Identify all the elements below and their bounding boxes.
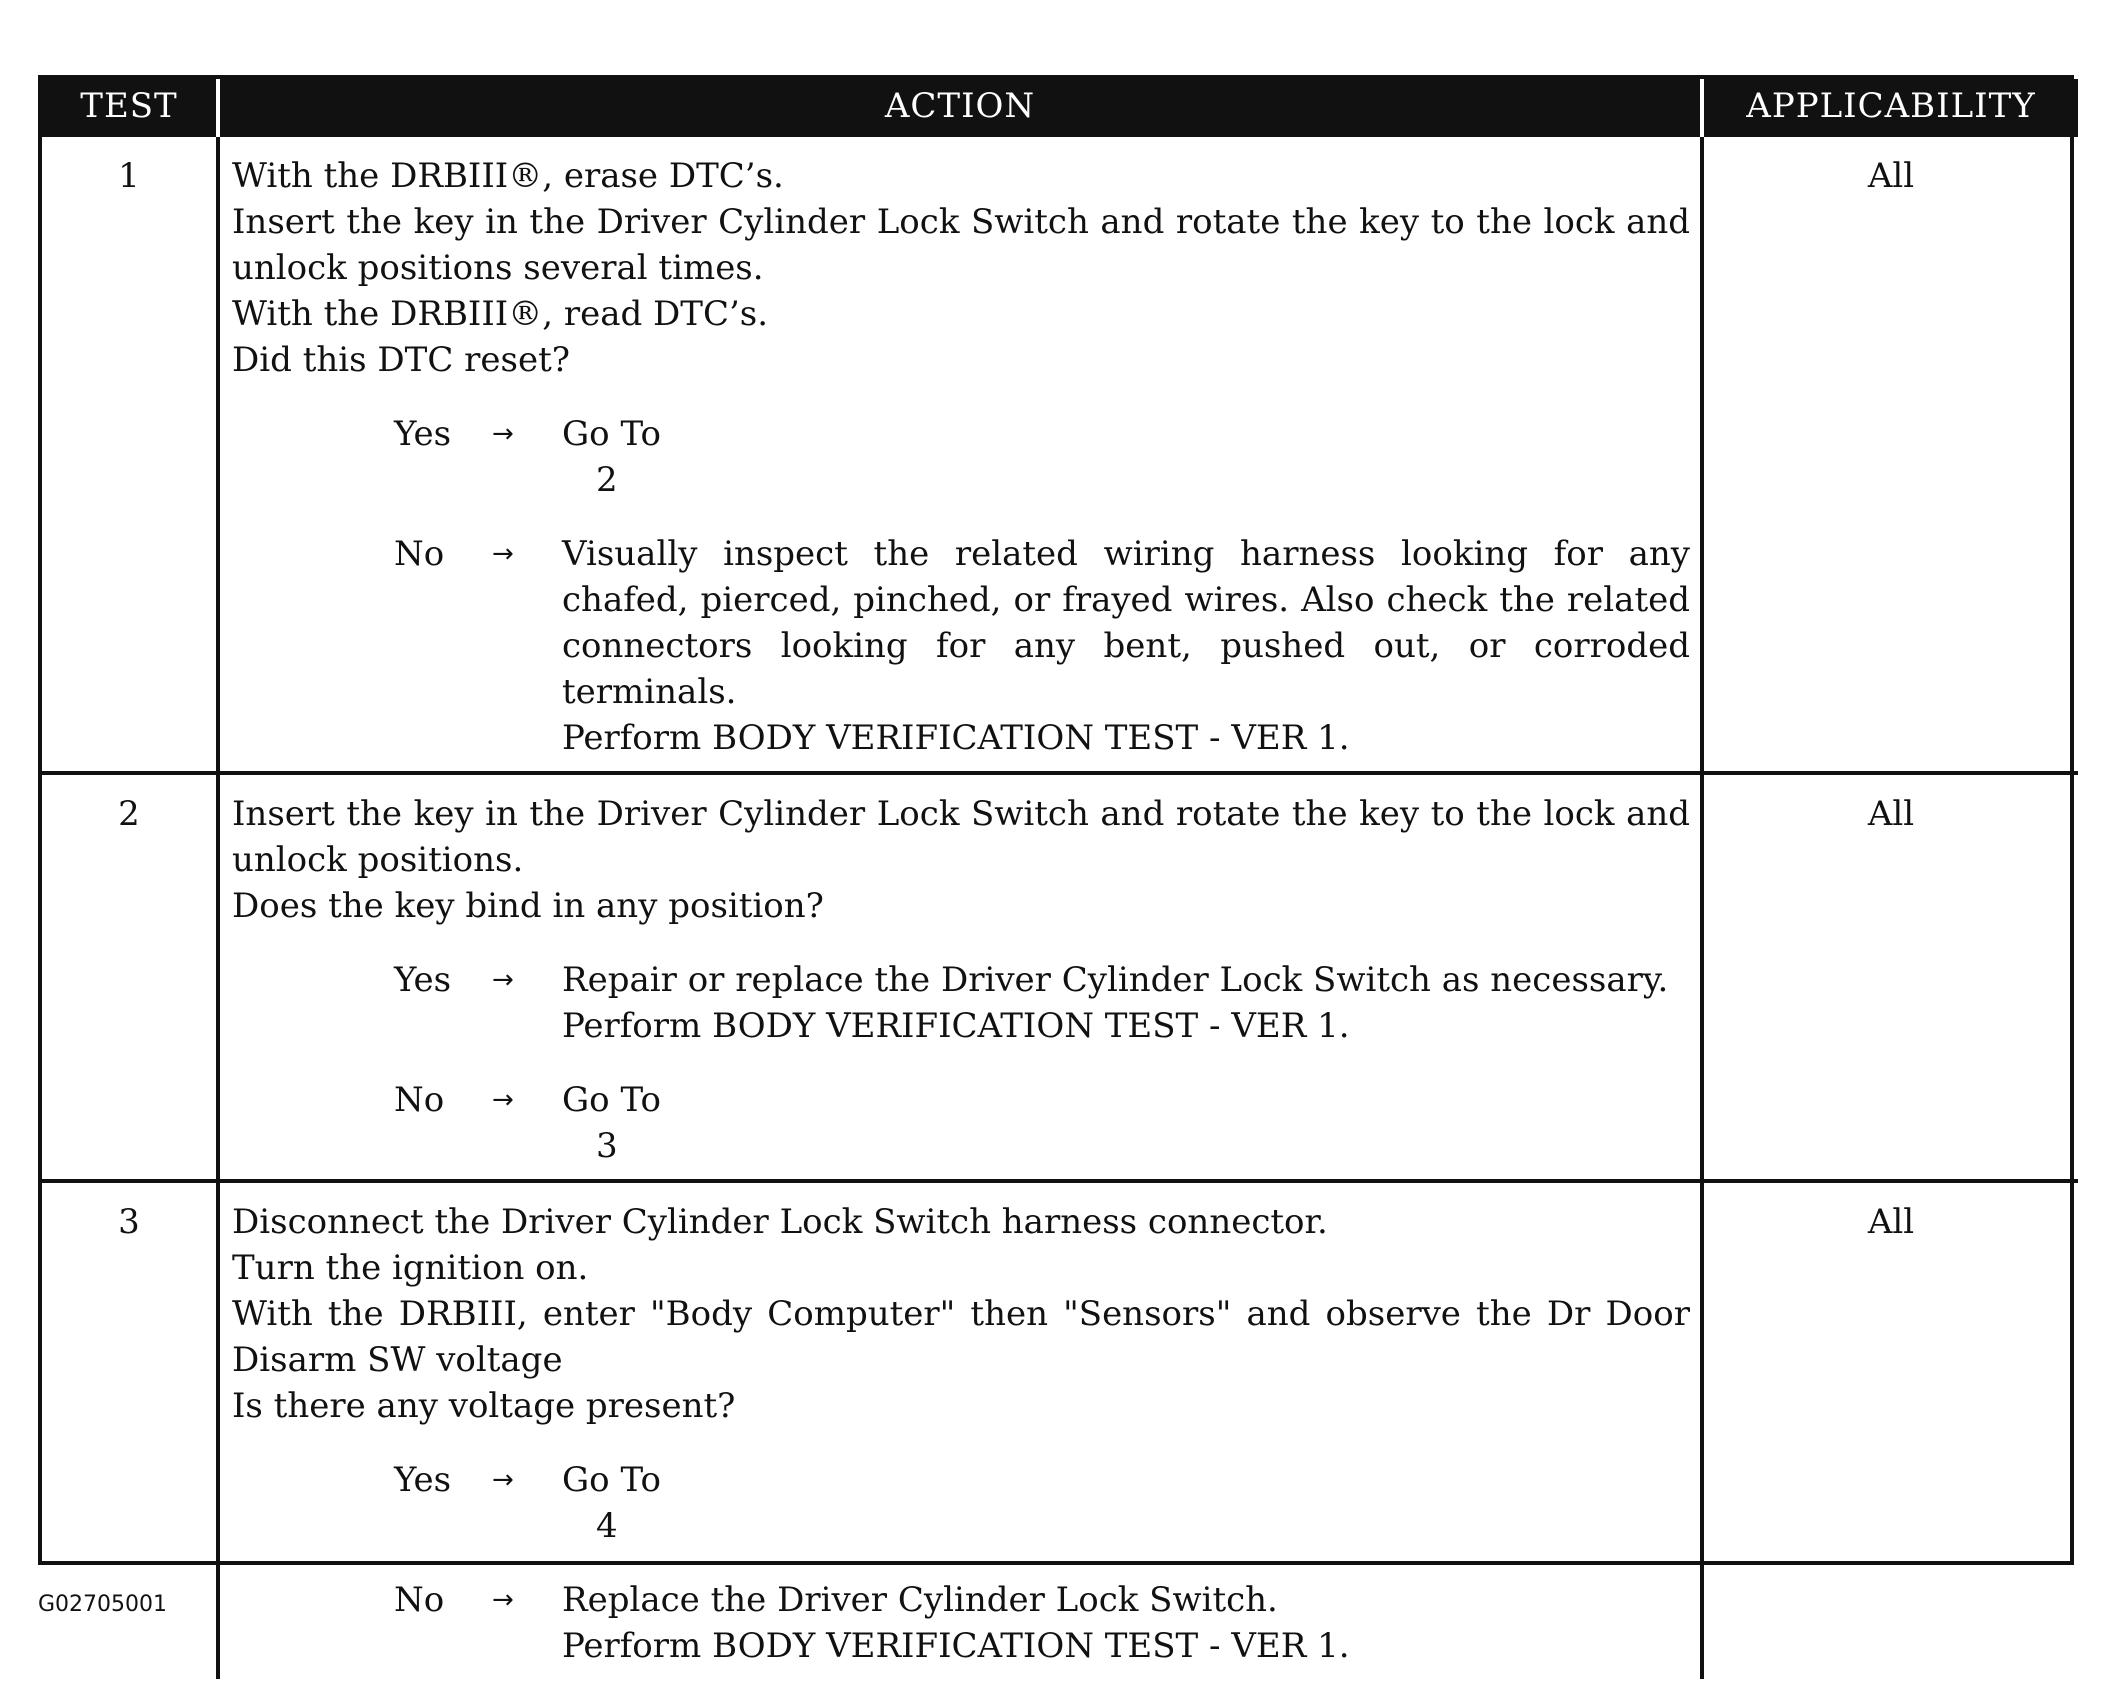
goto-number: 2 bbox=[596, 460, 618, 500]
goto-text: Go To bbox=[562, 414, 661, 454]
goto-text: Go To bbox=[562, 1080, 661, 1120]
arrow-icon: → bbox=[492, 419, 514, 449]
outcome-no bbox=[232, 531, 1690, 761]
table-row bbox=[42, 773, 2078, 1181]
outcome-no bbox=[232, 1577, 1690, 1669]
outcome-result bbox=[562, 1577, 1690, 1669]
answer-label: Yes bbox=[394, 1460, 452, 1500]
applicability-cell: All bbox=[1702, 135, 2078, 773]
action-cell bbox=[218, 773, 1702, 1181]
result-line: Perform BODY VERIFICATION TEST - VER 1. bbox=[562, 1626, 1350, 1666]
arrow-icon: → bbox=[492, 1465, 514, 1495]
applicability-cell: All bbox=[1702, 773, 2078, 1181]
outcome-yes bbox=[232, 957, 1690, 1049]
outcome-result bbox=[562, 531, 1690, 761]
result-line: Repair or replace the Driver Cylinder Lock Switch as necessary. bbox=[562, 960, 1669, 1000]
outcome-no bbox=[232, 1077, 1690, 1169]
action-step: Did this DTC reset? bbox=[232, 340, 570, 380]
test-number: 1 bbox=[42, 135, 218, 773]
action-step: Turn the ignition on. bbox=[232, 1248, 589, 1288]
action-cell bbox=[218, 135, 1702, 773]
header-applicability: APPLICABILITY bbox=[1702, 79, 2078, 135]
action-step: With the DRBIII, enter "Body Computer" then "Sensors" and observe the Dr Door Disarm SW voltage bbox=[232, 1294, 1690, 1380]
action-step: With the DRBIII®, read DTC’s. bbox=[232, 294, 769, 334]
answer-label: Yes bbox=[394, 960, 452, 1000]
action-step: Disconnect the Driver Cylinder Lock Switch harness connector. bbox=[232, 1202, 1328, 1242]
test-table bbox=[42, 79, 2078, 1679]
result-line: Perform BODY VERIFICATION TEST - VER 1. bbox=[562, 1006, 1350, 1046]
goto-text: Go To bbox=[562, 1460, 661, 1500]
outcome-yes bbox=[232, 411, 1690, 503]
goto-number: 3 bbox=[596, 1126, 618, 1166]
goto-line bbox=[562, 1457, 1690, 1549]
test-number: 3 bbox=[42, 1181, 218, 1679]
answer-label: No bbox=[394, 534, 445, 574]
arrow-icon: → bbox=[492, 1585, 514, 1615]
outcome-result bbox=[562, 957, 1690, 1049]
table-row bbox=[42, 135, 2078, 773]
test-number: 2 bbox=[42, 773, 218, 1181]
arrow-icon: → bbox=[492, 965, 514, 995]
applicability-cell: All bbox=[1702, 1181, 2078, 1679]
figure-id-caption: G02705001 bbox=[38, 1592, 168, 1617]
action-step: Insert the key in the Driver Cylinder Lock Switch and rotate the key to the lock and unlock positions. bbox=[232, 794, 1690, 880]
action-step: Insert the key in the Driver Cylinder Lock Switch and rotate the key to the lock and unlock positions several times. bbox=[232, 202, 1690, 288]
goto-number: 4 bbox=[596, 1506, 618, 1546]
goto-line bbox=[562, 411, 1690, 503]
answer-label: No bbox=[394, 1080, 445, 1120]
outcome-yes bbox=[232, 1457, 1690, 1549]
action-cell bbox=[218, 1181, 1702, 1679]
goto-line bbox=[562, 1077, 1690, 1169]
answer-label: No bbox=[394, 1580, 445, 1620]
answer-label: Yes bbox=[394, 414, 452, 454]
result-line: Perform BODY VERIFICATION TEST - VER 1. bbox=[562, 718, 1350, 758]
result-line: Replace the Driver Cylinder Lock Switch. bbox=[562, 1580, 1278, 1620]
action-step: Does the key bind in any position? bbox=[232, 886, 824, 926]
outcome-result bbox=[562, 1457, 1690, 1549]
outcome-result bbox=[562, 411, 1690, 503]
outcome-result bbox=[562, 1077, 1690, 1169]
header-action: ACTION bbox=[218, 79, 1702, 135]
action-step: With the DRBIII®, erase DTC’s. bbox=[232, 156, 784, 196]
result-line: Visually inspect the related wiring harness looking for any chafed, pierced, pinched, or frayed wires. Also check the related connectors looking for any bent, pushed out, or corroded terminals. bbox=[562, 534, 1690, 712]
header-row bbox=[42, 79, 2078, 135]
header-test: TEST bbox=[42, 79, 218, 135]
table-row bbox=[42, 1181, 2078, 1679]
arrow-icon: → bbox=[492, 1085, 514, 1115]
arrow-icon: → bbox=[492, 539, 514, 569]
action-step: Is there any voltage present? bbox=[232, 1386, 736, 1426]
